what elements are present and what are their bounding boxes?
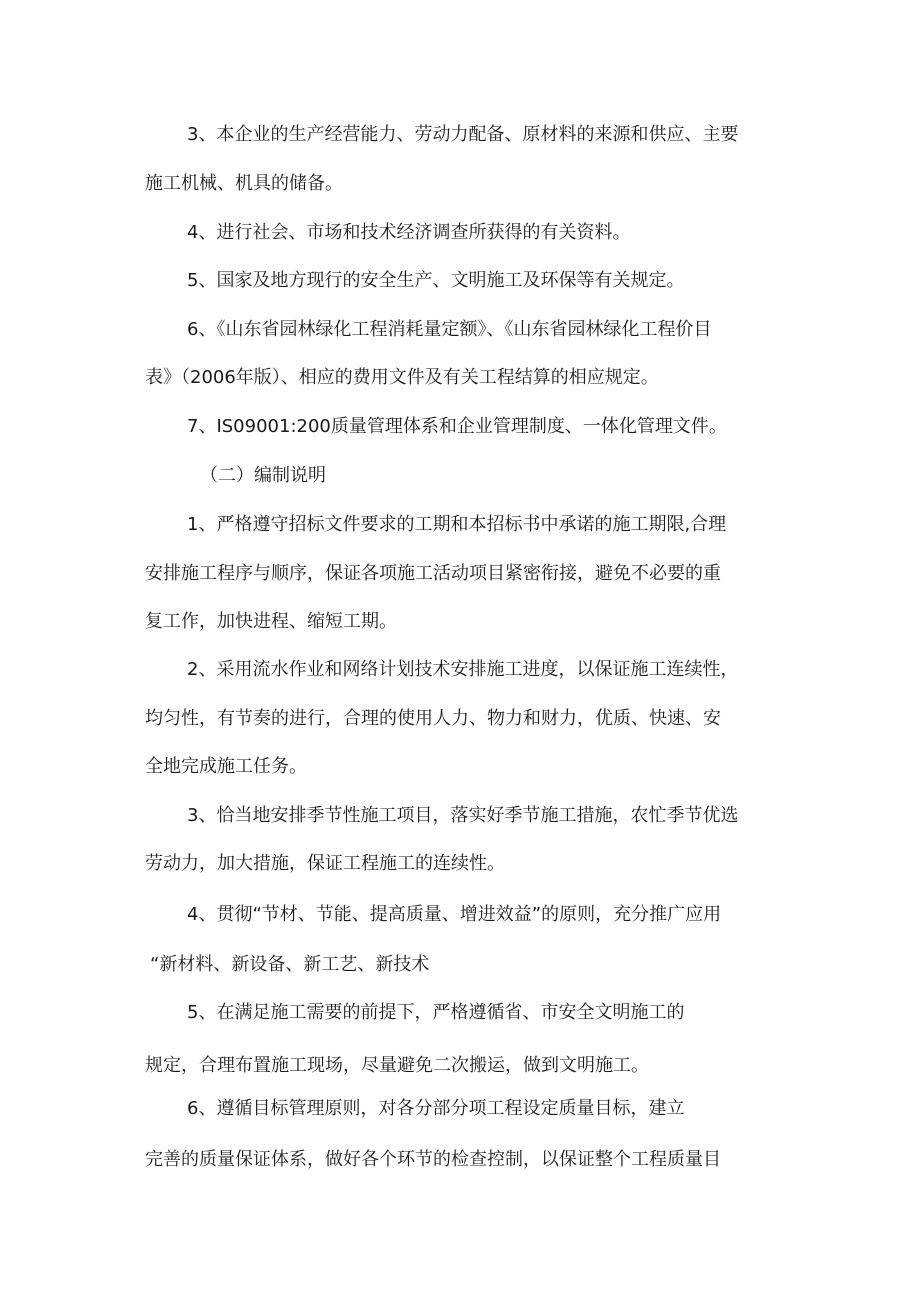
paragraph-line: 表》（2006年版）、相应的费用文件及有关工程结算的相应规定。 <box>145 367 659 388</box>
paragraph-line: 2、采用流水作业和网络计划技术安排施工进度，以保证施工连续性， <box>187 659 739 680</box>
paragraph-line: 完善的质量保证体系，做好各个环节的检查控制，以保证整个工程质量目 <box>145 1149 721 1170</box>
paragraph-line: 全地完成施工任务。 <box>145 756 307 777</box>
paragraph-line: 劳动力，加大措施，保证工程施工的连续性。 <box>145 853 505 874</box>
paragraph-line: 均匀性，有节奏的进行，合理的使用人力、物力和财力，优质、快速、安 <box>145 708 721 729</box>
paragraph-line: 1、严格遵守招标文件要求的工期和本招标书中承诺的施工期限,合理 <box>187 514 727 535</box>
paragraph-line: 5、国家及地方现行的安全生产、文明施工及环保等有关规定。 <box>187 270 685 291</box>
paragraph-line: 施工机械、机具的储备。 <box>145 173 343 194</box>
paragraph-line: 3、恰当地安排季节性施工项目，落实好季节施工措施，农忙季节优选 <box>187 805 739 826</box>
paragraph-line: 4、进行社会、市场和技术经济调查所获得的有关资料。 <box>187 222 631 243</box>
paragraph-line: 3、本企业的生产经营能力、劳动力配备、原材料的来源和供应、主要 <box>187 124 739 145</box>
paragraph-line: “新材料、新设备、新工艺、新技术 <box>150 954 430 975</box>
paragraph-line: 6、遵循目标管理原则，对各分部分项工程设定质量目标，建立 <box>187 1098 685 1119</box>
paragraph-line: 4、贯彻“节材、节能、提高质量、增进效益”的原则，充分推广应用 <box>187 904 722 925</box>
paragraph-line: 复工作，加快进程、缩短工期。 <box>145 611 397 632</box>
paragraph-line: 安排施工程序与顺序，保证各项施工活动项目紧密衔接，避免不必要的重 <box>145 563 721 584</box>
paragraph-line: 规定，合理布置施工现场，尽量避免二次搬运，做到文明施工。 <box>145 1055 649 1076</box>
paragraph-line: 6、《山东省园林绿化工程消耗量定额》、《山东省园林绿化工程价目 <box>187 319 712 340</box>
section-heading: （二）编制说明 <box>200 465 326 486</box>
paragraph-line: 5、在满足施工需要的前提下，严格遵循省、市安全文明施工的 <box>187 1002 685 1023</box>
paragraph-line: 7、IS09001:200质量管理体系和企业管理制度、一体化管理文件。 <box>187 416 727 437</box>
